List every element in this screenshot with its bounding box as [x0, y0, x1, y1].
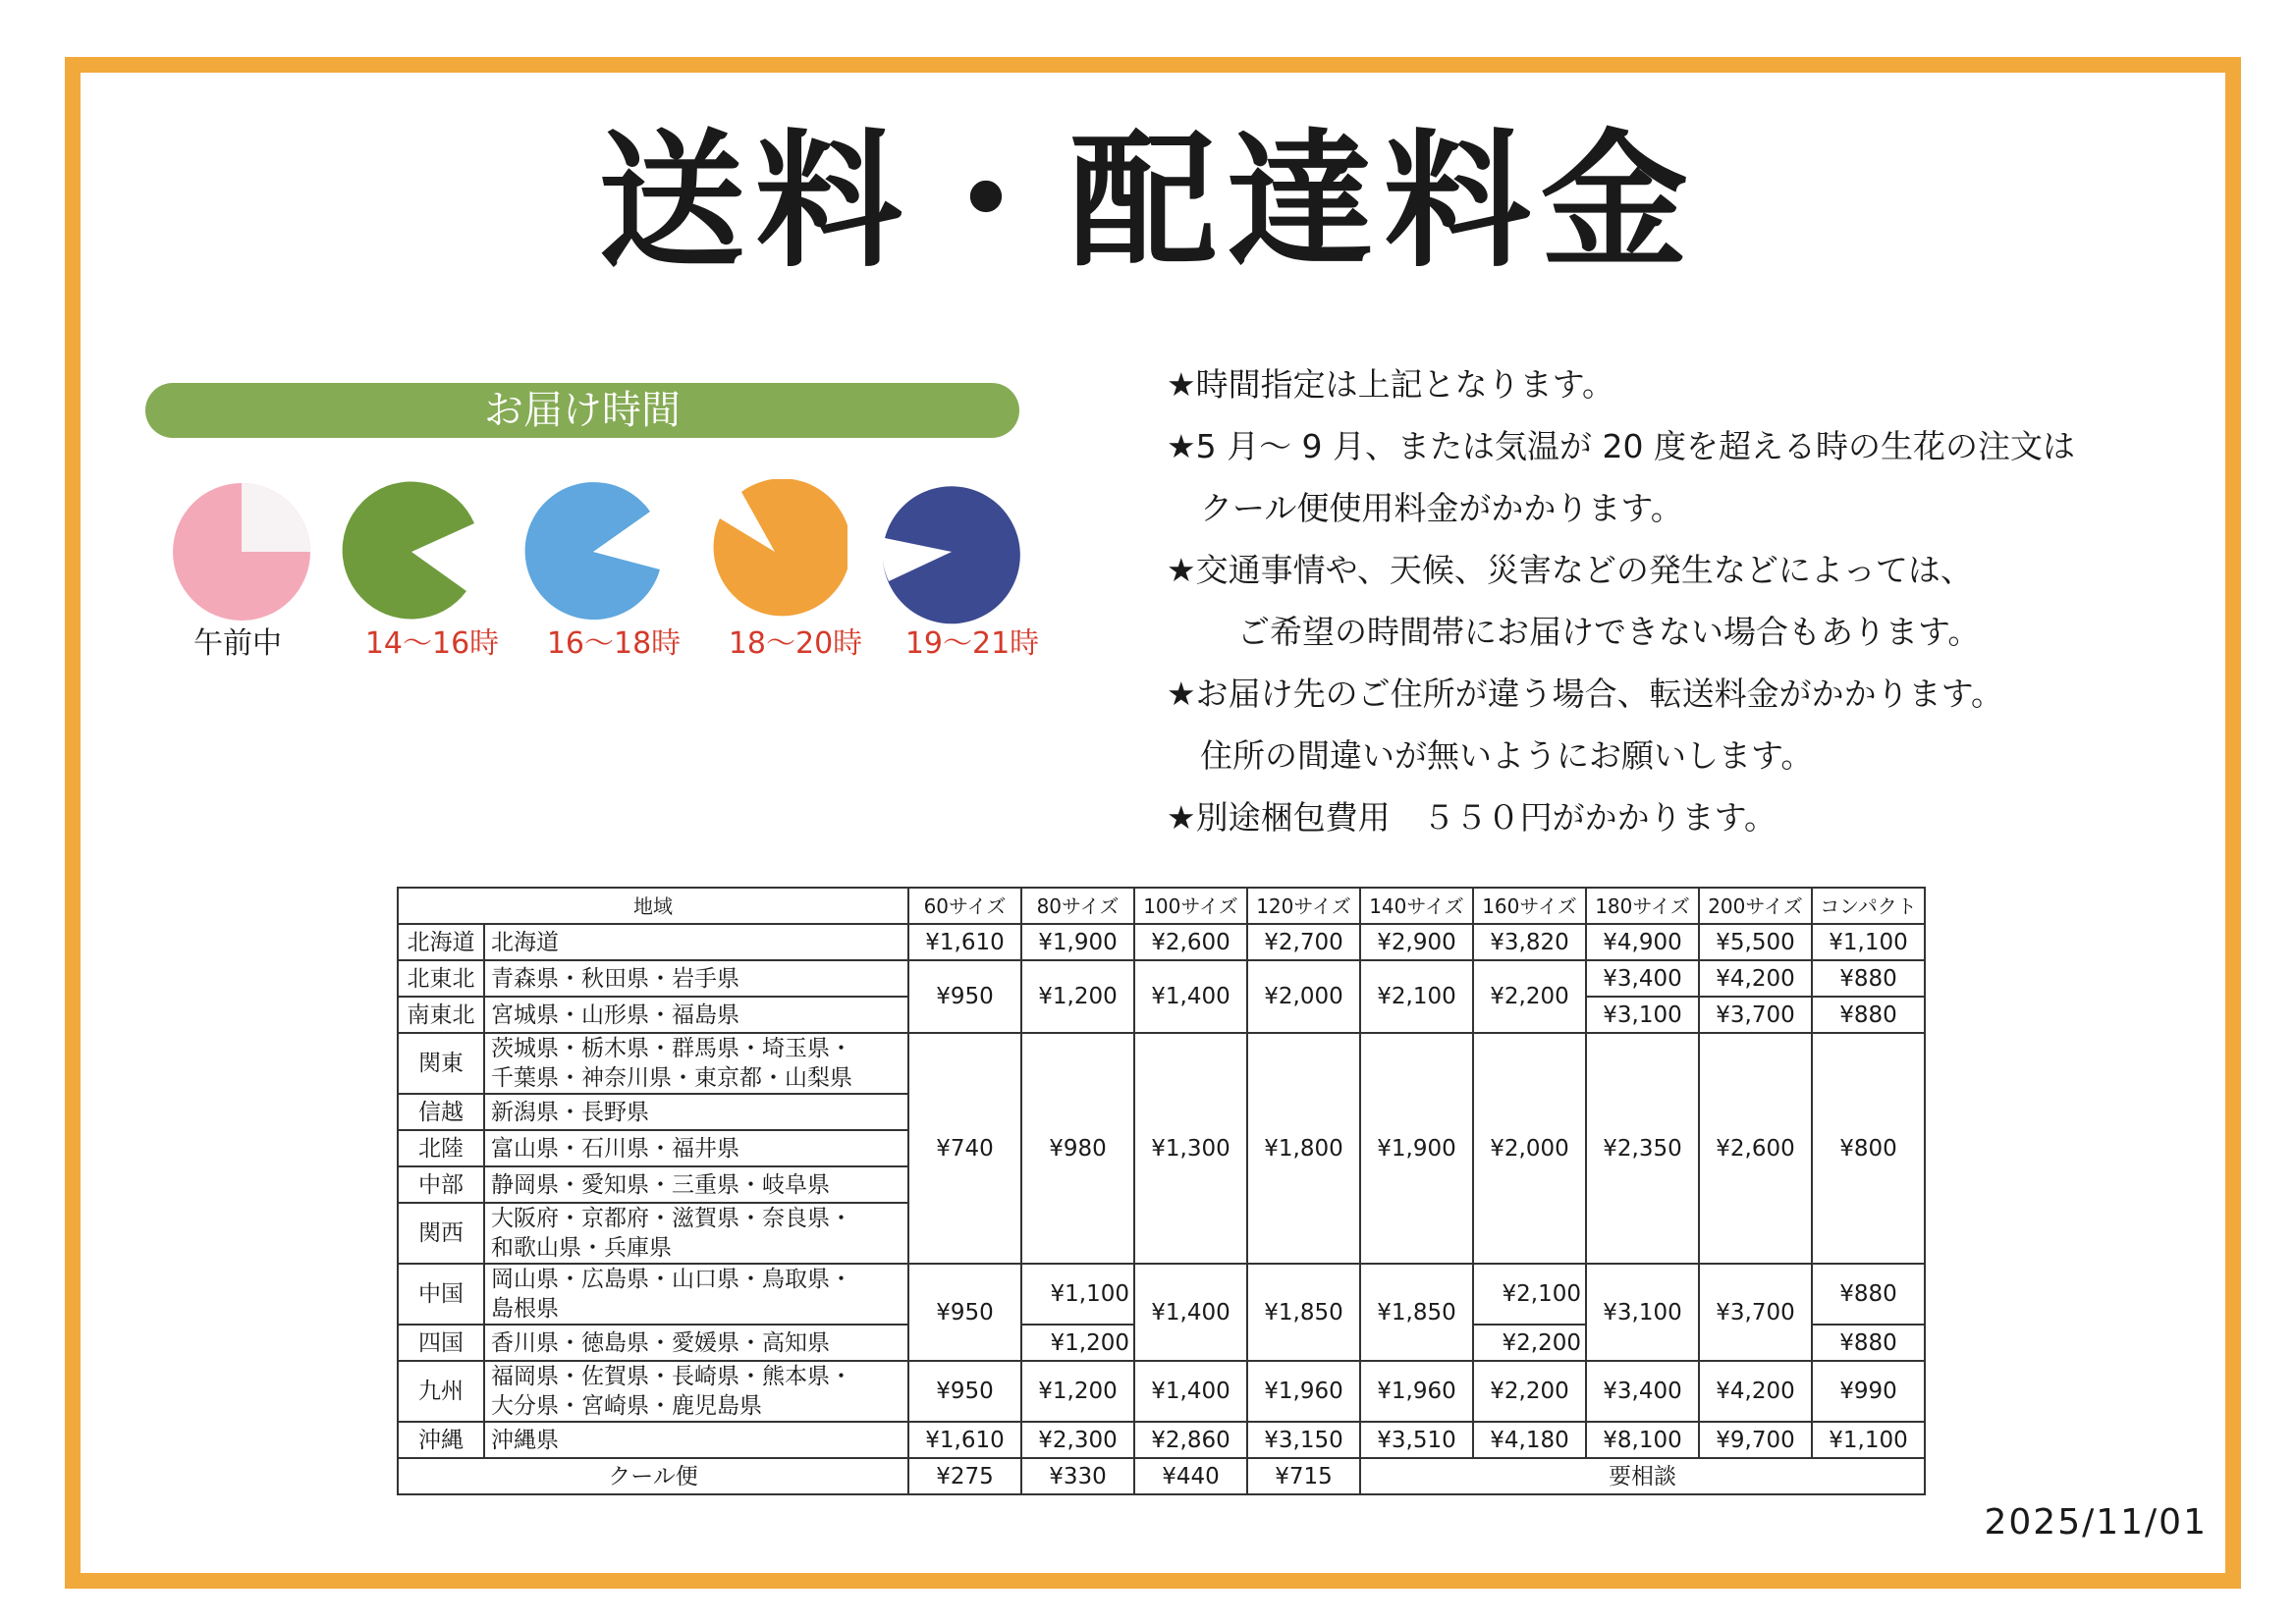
note-line: ★お届け先のご住所が違う場合、転送料金がかかります。 — [1167, 675, 2003, 713]
areas-cell: 香川県・徳島県・愛媛県・高知県 — [484, 1325, 908, 1361]
table-row — [398, 924, 1925, 960]
price-cell: ¥2,350 — [1586, 1033, 1699, 1264]
consult-cell: 要相談 — [1360, 1458, 1925, 1494]
note-line: ★5 月～ 9 月、または気温が 20 度を超える時の生花の注文は — [1167, 427, 2076, 465]
price-cell: ¥1,100 — [1812, 924, 1925, 960]
price-cell: ¥1,400 — [1134, 1361, 1247, 1422]
header-cell: 140サイズ — [1360, 888, 1473, 924]
price-cell: ¥2,100 — [1473, 1264, 1586, 1325]
region-cell: 北海道 — [398, 924, 484, 960]
price-cell: ¥2,000 — [1473, 1033, 1586, 1264]
price-cell: ¥1,900 — [1021, 924, 1134, 960]
header-cell: 100サイズ — [1134, 888, 1247, 924]
price-cell: ¥2,000 — [1247, 960, 1360, 1033]
region-cell: 北東北 — [398, 960, 484, 997]
delivery-time-heading: お届け時間 — [145, 383, 1019, 438]
price-cell: ¥2,860 — [1134, 1422, 1247, 1458]
areas-cell — [484, 1361, 908, 1422]
price-cell: ¥1,400 — [1134, 1264, 1247, 1361]
price-cell: ¥3,100 — [1586, 997, 1699, 1033]
time-label-morning: 午前中 — [193, 626, 282, 661]
price-cell: ¥330 — [1021, 1458, 1134, 1494]
note-line: クール便使用料金がかかります。 — [1200, 489, 1683, 527]
price-cell: ¥3,820 — [1473, 924, 1586, 960]
table-row — [398, 1033, 1925, 1094]
price-cell: ¥1,610 — [908, 1422, 1021, 1458]
areas-cell — [484, 1203, 908, 1264]
areas-line: 和歌山県・兵庫県 — [491, 1235, 672, 1261]
price-cell: ¥2,200 — [1473, 1361, 1586, 1422]
price-cell: ¥1,200 — [1021, 960, 1134, 1033]
areas-cell: 宮城県・山形県・福島県 — [484, 997, 908, 1033]
clock-icon-morning — [169, 479, 314, 624]
areas-cell — [484, 1033, 908, 1094]
price-cell: ¥2,100 — [1360, 960, 1473, 1033]
table-row — [398, 1361, 1925, 1422]
time-label-16-18: 16～18時 — [546, 626, 682, 661]
price-cell: ¥1,400 — [1134, 960, 1247, 1033]
header-cell: 60サイズ — [908, 888, 1021, 924]
price-cell: ¥3,400 — [1586, 960, 1699, 997]
price-cell: ¥275 — [908, 1458, 1021, 1494]
price-cell: ¥1,850 — [1360, 1264, 1473, 1361]
header-cell: コンパクト — [1812, 888, 1925, 924]
areas-cell: 静岡県・愛知県・三重県・岐阜県 — [484, 1166, 908, 1203]
price-cell: ¥2,200 — [1473, 960, 1586, 1033]
issue-date: 2025/11/01 — [1984, 1502, 2208, 1543]
price-cell: ¥1,610 — [908, 924, 1021, 960]
price-cell: ¥1,960 — [1247, 1361, 1360, 1422]
clock-icon-16-18 — [520, 479, 666, 624]
price-cell: ¥3,510 — [1360, 1422, 1473, 1458]
table-row — [398, 1422, 1925, 1458]
table-header-row — [398, 888, 1925, 924]
price-cell: ¥9,700 — [1699, 1422, 1812, 1458]
areas-cell: 富山県・石川県・福井県 — [484, 1130, 908, 1166]
price-cell: ¥950 — [908, 1361, 1021, 1422]
note-line: ★別途梱包費用 ５５０円がかかります。 — [1167, 798, 1777, 837]
price-cell: ¥5,500 — [1699, 924, 1812, 960]
areas-line: 千葉県・神奈川県・東京都・山梨県 — [491, 1065, 852, 1091]
region-cell: 北陸 — [398, 1130, 484, 1166]
region-cell: 関西 — [398, 1203, 484, 1264]
time-label-18-20: 18～20時 — [728, 626, 863, 661]
areas-line: 島根県 — [491, 1296, 559, 1322]
region-cell: 中国 — [398, 1264, 484, 1325]
price-cell: ¥2,700 — [1247, 924, 1360, 960]
header-cell: 160サイズ — [1473, 888, 1586, 924]
areas-cell: 青森県・秋田県・岩手県 — [484, 960, 908, 997]
price-cell: ¥8,100 — [1586, 1422, 1699, 1458]
price-cell: ¥2,900 — [1360, 924, 1473, 960]
clock-icon-18-20 — [702, 479, 847, 624]
price-cell: ¥1,200 — [1021, 1361, 1134, 1422]
areas-cell: 北海道 — [484, 924, 908, 960]
time-label-19-21: 19～21時 — [904, 626, 1040, 661]
notes-list — [1167, 353, 2188, 848]
table-row — [398, 1264, 1925, 1325]
price-cell: ¥740 — [908, 1033, 1021, 1264]
price-cell: ¥3,700 — [1699, 997, 1812, 1033]
price-cell: ¥3,400 — [1586, 1361, 1699, 1422]
note-line: ★時間指定は上記となります。 — [1167, 365, 1614, 404]
areas-line: 大分県・宮崎県・鹿児島県 — [491, 1393, 762, 1419]
price-cell: ¥715 — [1247, 1458, 1360, 1494]
price-cell: ¥990 — [1812, 1361, 1925, 1422]
price-cell: ¥2,600 — [1699, 1033, 1812, 1264]
region-cell: 四国 — [398, 1325, 484, 1361]
price-cell: ¥1,960 — [1360, 1361, 1473, 1422]
areas-cell — [484, 1264, 908, 1325]
price-cell: ¥1,100 — [1021, 1264, 1134, 1325]
price-cell: ¥1,200 — [1021, 1325, 1134, 1361]
table-row — [398, 960, 1925, 997]
price-cell: ¥4,200 — [1699, 960, 1812, 997]
note-line: ご希望の時間帯にお届けできない場合もあります。 — [1237, 613, 1981, 651]
table-row — [398, 1458, 1925, 1494]
areas-cell: 新潟県・長野県 — [484, 1094, 908, 1130]
price-cell: ¥1,300 — [1134, 1033, 1247, 1264]
price-cell: ¥2,200 — [1473, 1325, 1586, 1361]
price-cell: ¥3,100 — [1586, 1264, 1699, 1361]
region-cell: 九州 — [398, 1361, 484, 1422]
region-cell: 沖縄 — [398, 1422, 484, 1458]
header-cell: 地域 — [398, 888, 908, 924]
price-cell: ¥980 — [1021, 1033, 1134, 1264]
price-cell: ¥3,700 — [1699, 1264, 1812, 1361]
areas-line: 茨城県・栃木県・群馬県・埼玉県・ — [491, 1036, 852, 1061]
price-cell: ¥880 — [1812, 1264, 1925, 1325]
price-cell: ¥4,900 — [1586, 924, 1699, 960]
price-cell: ¥1,100 — [1812, 1422, 1925, 1458]
areas-line: 福岡県・佐賀県・長崎県・熊本県・ — [491, 1364, 852, 1389]
areas-cell: 沖縄県 — [484, 1422, 908, 1458]
cool-label-cell: クール便 — [398, 1458, 908, 1494]
price-cell: ¥950 — [908, 960, 1021, 1033]
areas-line: 岡山県・広島県・山口県・鳥取県・ — [491, 1267, 852, 1292]
price-cell: ¥4,180 — [1473, 1422, 1586, 1458]
price-cell: ¥2,600 — [1134, 924, 1247, 960]
region-cell: 関東 — [398, 1033, 484, 1094]
price-cell: ¥880 — [1812, 960, 1925, 997]
clock-icon-19-21 — [879, 479, 1024, 624]
note-line: 住所の間違いが無いようにお願いします。 — [1200, 736, 1814, 775]
price-cell: ¥880 — [1812, 1325, 1925, 1361]
region-cell: 信越 — [398, 1094, 484, 1130]
note-line: ★交通事情や、天候、災害などの発生などによっては、 — [1167, 551, 1973, 589]
areas-line: 大阪府・京都府・滋賀県・奈良県・ — [491, 1206, 852, 1231]
header-cell: 80サイズ — [1021, 888, 1134, 924]
price-cell: ¥950 — [908, 1264, 1021, 1361]
region-cell: 南東北 — [398, 997, 484, 1033]
price-cell: ¥1,800 — [1247, 1033, 1360, 1264]
price-cell: ¥3,150 — [1247, 1422, 1360, 1458]
price-cell: ¥440 — [1134, 1458, 1247, 1494]
page-title: 送料・配達料金 — [597, 115, 1698, 288]
clock-icon-14-16 — [339, 479, 484, 624]
header-cell: 180サイズ — [1586, 888, 1699, 924]
price-cell: ¥2,300 — [1021, 1422, 1134, 1458]
price-cell: ¥1,850 — [1247, 1264, 1360, 1361]
header-cell: 200サイズ — [1699, 888, 1812, 924]
shipping-rate-table — [397, 887, 1926, 1495]
region-cell: 中部 — [398, 1166, 484, 1203]
header-cell: 120サイズ — [1247, 888, 1360, 924]
price-cell: ¥1,900 — [1360, 1033, 1473, 1264]
price-cell: ¥800 — [1812, 1033, 1925, 1264]
price-cell: ¥880 — [1812, 997, 1925, 1033]
price-cell: ¥4,200 — [1699, 1361, 1812, 1422]
time-label-14-16: 14～16時 — [364, 626, 500, 661]
